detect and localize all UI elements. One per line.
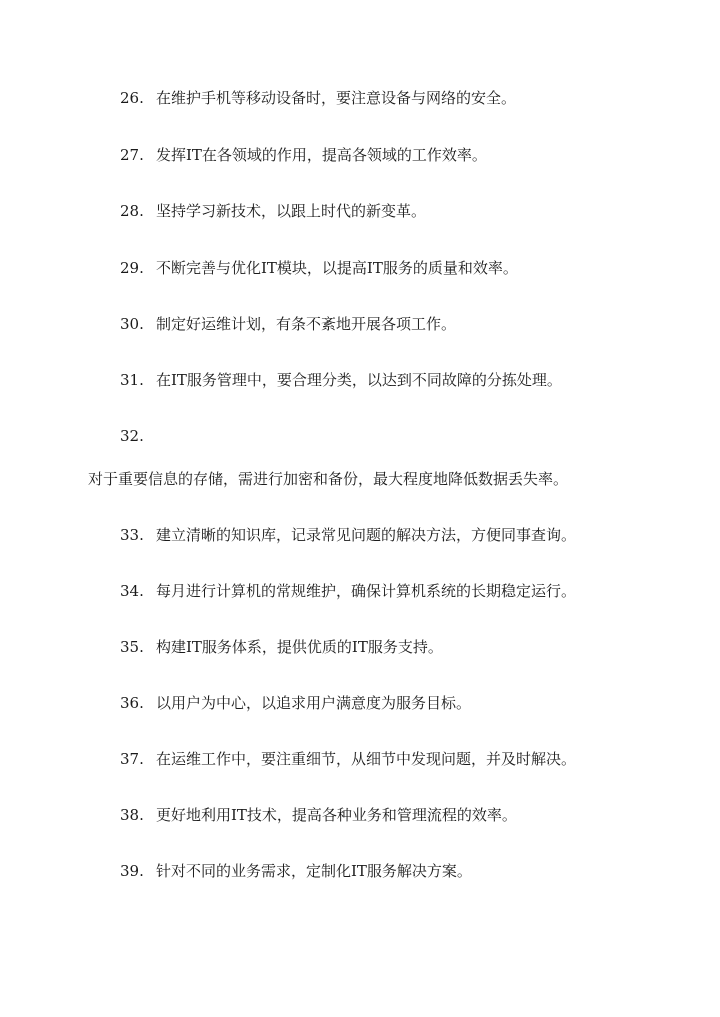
item-text: 针对不同的业务需求，定制化IT服务解决方案。 xyxy=(156,862,472,880)
item-text: 在IT服务管理中，要合理分类，以达到不同故障的分拣处理。 xyxy=(156,371,562,389)
item-text: 建立清晰的知识库，记录常见问题的解决方法，方便同事查询。 xyxy=(156,526,577,544)
item-text: 在维护手机等移动设备时，要注意设备与网络的安全。 xyxy=(156,89,517,107)
item-number: 38. xyxy=(120,806,144,824)
item-number: 29. xyxy=(120,259,144,277)
item-number: 37. xyxy=(120,750,144,768)
item-text: 以用户为中心，以追求用户满意度为服务目标。 xyxy=(156,694,472,712)
item-text: 不断完善与优化IT模块，以提高IT服务的质量和效率。 xyxy=(156,259,518,277)
list-item-32-continuation: 对于重要信息的存储，需进行加密和备份，最大程度地降低数据丢失率。 xyxy=(88,470,569,488)
list-item-26 xyxy=(120,88,516,108)
list-item-30 xyxy=(120,314,456,334)
item-number: 31. xyxy=(120,371,144,389)
list-item-39 xyxy=(120,861,472,881)
item-number: 36. xyxy=(120,694,144,712)
list-item-35 xyxy=(120,637,443,657)
item-text: 坚持学习新技术，以跟上时代的新变革。 xyxy=(156,202,427,220)
item-text: 制定好运维计划，有条不紊地开展各项工作。 xyxy=(156,315,457,333)
item-number: 26. xyxy=(120,89,144,107)
item-number: 34. xyxy=(120,582,144,600)
item-text: 构建IT服务体系，提供优质的IT服务支持。 xyxy=(156,638,443,656)
list-item-34 xyxy=(120,581,576,601)
list-item-31 xyxy=(120,370,562,390)
item-text: 在运维工作中，要注重细节，从细节中发现问题，并及时解决。 xyxy=(156,750,577,768)
item-text: 每月进行计算机的常规维护，确保计算机系统的长期稳定运行。 xyxy=(156,582,577,600)
list-item-29 xyxy=(120,258,518,278)
list-item-38 xyxy=(120,805,517,825)
item-number: 30. xyxy=(120,315,144,333)
item-number: 33. xyxy=(120,526,144,544)
list-item-32 xyxy=(120,426,156,446)
item-text: 更好地利用IT技术，提高各种业务和管理流程的效率。 xyxy=(156,806,517,824)
list-item-33 xyxy=(120,525,576,545)
item-number: 39. xyxy=(120,862,144,880)
item-number: 27. xyxy=(120,146,144,164)
list-item-37 xyxy=(120,749,576,769)
list-item-27 xyxy=(120,145,487,165)
list-item-36 xyxy=(120,693,471,713)
list-item-28 xyxy=(120,201,426,221)
item-number: 35. xyxy=(120,638,144,656)
item-text: 发挥IT在各领域的作用，提高各领域的工作效率。 xyxy=(156,146,487,164)
item-number: 32. xyxy=(120,427,144,445)
item-number: 28. xyxy=(120,202,144,220)
